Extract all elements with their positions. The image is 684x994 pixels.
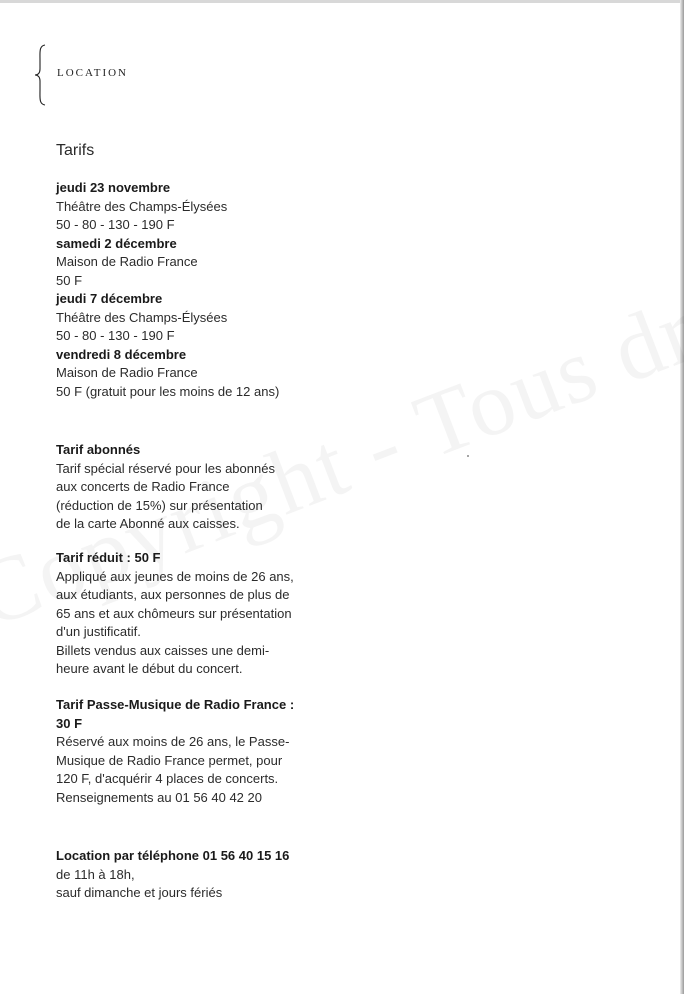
text-line: 65 ans et aux chômeurs sur présentation (56, 605, 292, 621)
text-line: aux étudiants, aux personnes de plus de (56, 587, 290, 602)
text-line: Musique de Radio France permet, pour (56, 752, 283, 768)
page-edge-top (0, 0, 684, 3)
text-line: Renseignements au 01 56 40 42 20 (56, 789, 262, 805)
text-line: Appliqué aux jeunes de moins de 26 ans, (56, 568, 294, 584)
section-label: LOCATION (57, 67, 128, 79)
performance-price: 50 - 80 - 130 - 190 F (56, 328, 175, 343)
telephone-section (56, 847, 289, 903)
performance-date: jeudi 23 novembre (56, 180, 171, 195)
tarif-reduit-section (56, 549, 294, 679)
text-line: d'un justificatif. (56, 624, 141, 639)
section-title: Tarif réduit : 50 F (56, 550, 161, 565)
page-edge-right (680, 0, 684, 994)
performance-date: samedi 2 décembre (56, 235, 177, 251)
text-line: Billets vendus aux caisses une demi- (56, 642, 270, 658)
text-line: sauf dimanche et jours fériés (56, 885, 223, 900)
text-line: (réduction de 15%) sur présentation (56, 497, 263, 513)
text-line: Tarif spécial réservé pour les abonnés (56, 460, 275, 476)
scan-speck (467, 455, 469, 457)
page-title: Tarifs (56, 142, 95, 159)
performance-venue: Théâtre des Champs-Élysées (56, 309, 228, 325)
section-title: Tarif Passe-Musique de Radio France : (56, 697, 295, 712)
performance-venue: Maison de Radio France (56, 254, 198, 269)
performance-date: jeudi 7 décembre (56, 291, 163, 306)
performance-date: vendredi 8 décembre (56, 346, 187, 362)
section-title: Location par téléphone 01 56 40 15 16 (56, 848, 290, 863)
performance-venue: Théâtre des Champs-Élysées (56, 198, 228, 214)
text-line: aux concerts de Radio France (56, 479, 230, 494)
tarif-passe-musique-section (56, 696, 294, 807)
text-line: de 11h à 18h, (56, 866, 135, 882)
section-title: Tarif abonnés (56, 442, 141, 457)
performance-price: 50 F (gratuit pour les moins de 12 ans) (56, 383, 280, 399)
section-title-price: 30 F (56, 715, 83, 731)
performance-price: 50 - 80 - 130 - 190 F (56, 217, 175, 232)
performance-list (56, 179, 279, 401)
text-line: 120 F, d'acquérir 4 places de concerts. (56, 771, 279, 786)
performance-venue: Maison de Radio France (56, 365, 198, 380)
text-line: de la carte Abonné aux caisses. (56, 516, 240, 531)
performance-price: 50 F (56, 272, 83, 288)
curly-brace-icon (34, 44, 48, 106)
tarif-abonnes-section (56, 441, 275, 534)
text-line: heure avant le début du concert. (56, 661, 243, 676)
text-line: Réservé aux moins de 26 ans, le Passe- (56, 734, 290, 749)
